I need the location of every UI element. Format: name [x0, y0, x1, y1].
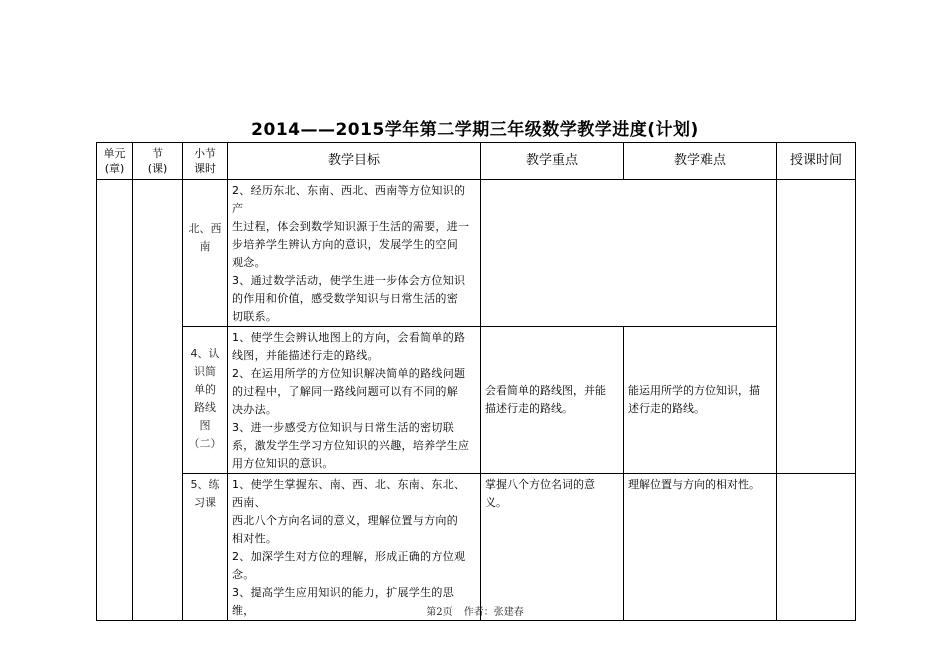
- header-row: [97, 143, 856, 180]
- header-unit: 单元 (章): [97, 143, 133, 180]
- header-objectives: 教学目标: [228, 143, 481, 180]
- schedule-cell: [777, 474, 856, 621]
- lesson-cell: 4、认 识简 单的 路线 图 （二）: [183, 327, 228, 474]
- header-section: 节 (课): [133, 143, 183, 180]
- lesson-cell: 北、西 南: [183, 180, 228, 327]
- page-footer: [0, 603, 950, 618]
- table-row: [97, 327, 856, 474]
- objectives-cell: 1、使学生掌握东、南、西、北、东南、东北、西南、 西北八个方向名词的意义，理解位置与方向的 相对性。 2、加深学生对方位的理解，形成正确的方位观 念。 3、提高学生应用知识的能力，扩展学生的思维，: [228, 474, 481, 621]
- header-difficulties: 教学难点: [624, 143, 777, 180]
- schedule-cell: [777, 180, 856, 474]
- author-credit: 作者：张建春: [463, 607, 524, 618]
- page-number: 第2页: [426, 607, 453, 618]
- header-key-points: 教学重点: [481, 143, 624, 180]
- difficulties-cell: 能运用所学的方位知识，描 述行走的路线。: [624, 327, 777, 474]
- unit-cell: [97, 180, 133, 621]
- section-cell: [133, 180, 183, 621]
- header-schedule: 授课时间: [777, 143, 856, 180]
- difficulties-cell: 理解位置与方向的相对性。: [624, 474, 777, 621]
- objectives-cell: 2、经历东北、东南、西北、西南等方位知识的产 生过程，体会到数学知识源于生活的需要，进一 步培养学生辨认方向的意识，发展学生的空间 观念。 3、通过数学活动，使学生进一步体会方位知识 的作用和价值，感受数学知识与日常生活的密 切联系。: [228, 180, 481, 327]
- header-lesson: 小节 课时: [183, 143, 228, 180]
- lesson-cell: 5、练 习课: [183, 474, 228, 621]
- table-row: [97, 474, 856, 621]
- page-title: 2014——2015学年第二学期三年级数学教学进度(计划): [251, 120, 699, 140]
- key-points-cell: 会看简单的路线图，并能 描述行走的路线。: [481, 327, 624, 474]
- table-row: [97, 180, 856, 327]
- key-points-cell: 掌握八个方位名词的意 义。: [481, 474, 624, 621]
- objectives-cell: 1、使学生会辨认地图上的方向，会看简单的路 线图，并能描述行走的路线。 2、在运用所学的方位知识解决简单的路线问题 的过程中，了解同一路线问题可以有不同的解 决办法。 3、进一步感受方位知识与日常生活的密切联 系，激发学生学习方位知识的兴趣，培养学生应 用方位知识的意识。: [228, 327, 481, 474]
- teaching-schedule-table: [96, 142, 856, 621]
- key-points-and-difficulties-cell: [481, 180, 777, 327]
